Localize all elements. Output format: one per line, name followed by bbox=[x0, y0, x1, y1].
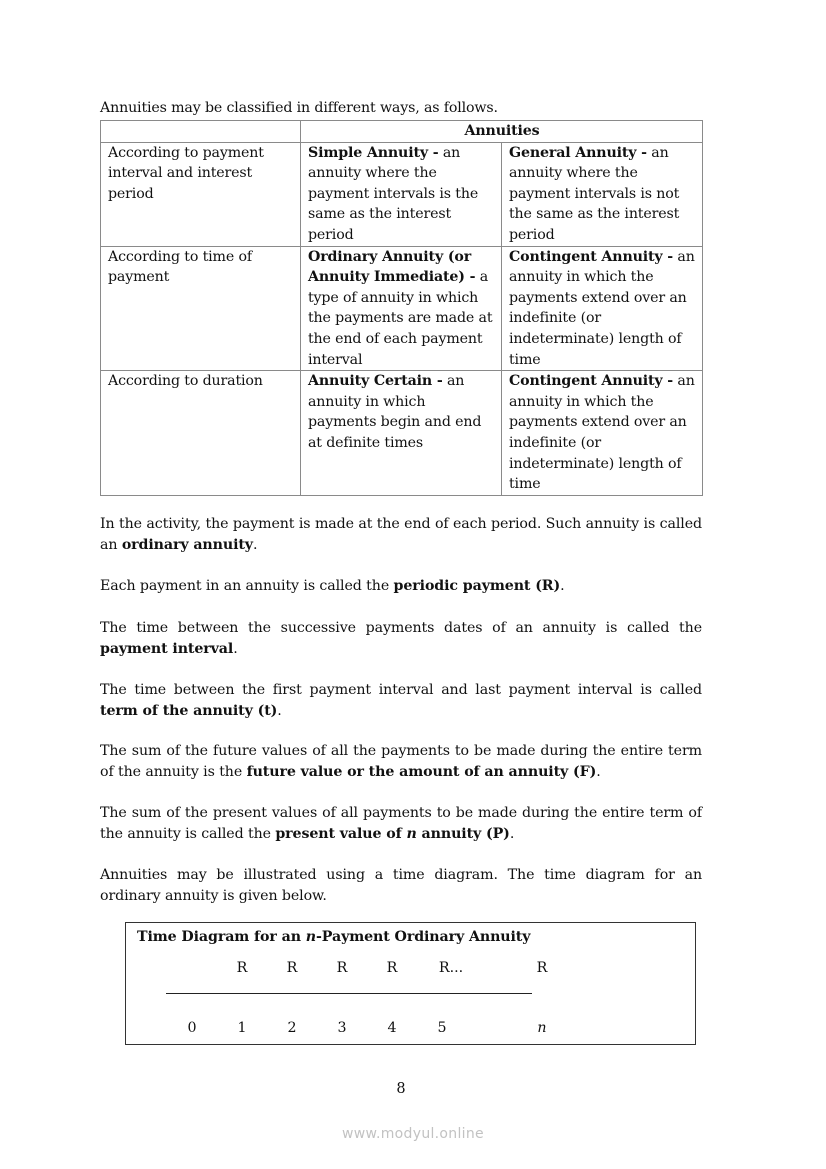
annuity-term: Ordinary Annuity (or Annuity Immediate) - bbox=[308, 248, 476, 286]
annuity-definition: an annuity in which the payments extend over an indefinite (or indeterminate) length of time bbox=[509, 373, 695, 493]
paragraph-text: . bbox=[509, 826, 515, 842]
period-label: 5 bbox=[437, 1020, 447, 1036]
payment-label: R bbox=[286, 960, 298, 976]
paragraph-text: . bbox=[560, 578, 565, 594]
payment-label: R bbox=[336, 960, 348, 976]
period-label: 2 bbox=[287, 1020, 297, 1036]
table-header-row bbox=[101, 121, 703, 143]
payment-label: R bbox=[386, 960, 398, 976]
intro-text: Annuities may be classified in different ways, as follows. bbox=[100, 100, 498, 116]
term-payment-interval: payment interval bbox=[100, 641, 234, 657]
annuity-definition: an annuity where the payment intervals is not the same as the interest period bbox=[509, 144, 680, 243]
title-variable-n: n bbox=[305, 929, 316, 945]
title-text: -Payment Ordinary Annuity bbox=[316, 929, 531, 945]
annuity-type-cell bbox=[301, 371, 502, 496]
period-label-n: n bbox=[537, 1020, 547, 1036]
term-future-value: future value or the amount of an annuity (F) bbox=[246, 764, 597, 780]
paragraph-term-of-annuity bbox=[100, 680, 702, 722]
annuity-term: Simple Annuity - bbox=[308, 144, 439, 161]
annuity-type-cell bbox=[502, 246, 703, 371]
term-text: annuity (P) bbox=[416, 826, 510, 842]
paragraph-future-value bbox=[100, 741, 702, 783]
paragraph-text: In the activity, the payment is made at the end of each period. Such annuity is called an bbox=[100, 516, 702, 553]
annuity-classification-table bbox=[100, 120, 703, 496]
annuity-definition: a type of annuity in which the payments are made at the end of each payment interval bbox=[308, 269, 493, 368]
criterion-cell: According to payment interval and interest period bbox=[101, 142, 301, 246]
paragraph-present-value bbox=[100, 803, 702, 845]
paragraph-text: . bbox=[596, 764, 601, 780]
watermark: www.modyul.online bbox=[342, 1126, 484, 1142]
period-label: 1 bbox=[237, 1020, 247, 1036]
term-present-value bbox=[275, 826, 509, 842]
annuity-type-cell bbox=[301, 142, 502, 246]
period-label: 0 bbox=[187, 1020, 197, 1036]
page-content bbox=[100, 98, 702, 496]
payment-label: R bbox=[536, 960, 548, 976]
term-ordinary-annuity: ordinary annuity bbox=[121, 537, 253, 553]
period-label: 3 bbox=[337, 1020, 347, 1036]
page-number: 8 bbox=[396, 1081, 406, 1097]
paragraph-time-diagram-intro: Annuities may be illustrated using a time diagram. The time diagram for an ordinary annuity is given below. bbox=[100, 867, 702, 904]
payment-label: R bbox=[236, 960, 248, 976]
paragraph-text: The sum of the future values of all the payments to be made during the entire term of the annuity is the bbox=[100, 743, 702, 780]
paragraph-text: . bbox=[233, 641, 238, 657]
time-diagram-title bbox=[137, 929, 530, 945]
annuity-definition: an annuity in which payments begin and end at definite times bbox=[308, 373, 482, 451]
criterion-cell: According to duration bbox=[101, 371, 301, 496]
title-text: Time Diagram for an bbox=[137, 929, 306, 945]
table-header-empty-cell bbox=[101, 121, 301, 143]
table-row bbox=[101, 246, 703, 371]
table-row bbox=[101, 142, 703, 246]
paragraph-text: The time between the successive payments dates of an annuity is called the bbox=[100, 620, 702, 636]
paragraph-text: Each payment in an annuity is called the bbox=[100, 578, 394, 594]
period-label: 4 bbox=[387, 1020, 397, 1036]
table-row bbox=[101, 371, 703, 496]
paragraph-periodic-payment bbox=[100, 576, 702, 597]
paragraph-text: . bbox=[252, 537, 258, 553]
term-term-of-annuity: term of the annuity (t) bbox=[100, 703, 278, 719]
annuity-term: General Annuity - bbox=[509, 144, 647, 161]
annuity-type-cell bbox=[301, 246, 502, 371]
term-periodic-payment: periodic payment (R) bbox=[393, 578, 561, 594]
payment-label: R... bbox=[438, 960, 464, 976]
timeline-line bbox=[166, 993, 532, 994]
criterion-cell: According to time of payment bbox=[101, 246, 301, 371]
paragraph-ordinary-annuity bbox=[100, 514, 702, 556]
paragraph-text: The sum of the present values of all payments to be made during the entire term of the annuity is called the bbox=[100, 805, 702, 842]
term-text: present value of bbox=[275, 826, 407, 842]
annuity-term: Contingent Annuity - bbox=[509, 373, 674, 390]
annuity-term: Annuity Certain - bbox=[308, 373, 443, 390]
table-header-annuities: Annuities bbox=[301, 121, 703, 143]
time-diagram-box bbox=[125, 922, 696, 1045]
annuity-definition: an annuity in which the payments extend over an indefinite (or indeterminate) length of time bbox=[509, 248, 695, 368]
term-variable-n: n bbox=[406, 826, 417, 842]
paragraph-text: . bbox=[277, 703, 282, 719]
paragraph-payment-interval bbox=[100, 618, 702, 660]
paragraph-text: The time between the first payment interval and last payment interval is called bbox=[100, 682, 702, 698]
annuity-type-cell bbox=[502, 371, 703, 496]
annuity-term: Contingent Annuity - bbox=[509, 248, 674, 265]
annuity-definition: an annuity where the payment intervals is the same as the interest period bbox=[308, 144, 479, 243]
annuity-type-cell bbox=[502, 142, 703, 246]
